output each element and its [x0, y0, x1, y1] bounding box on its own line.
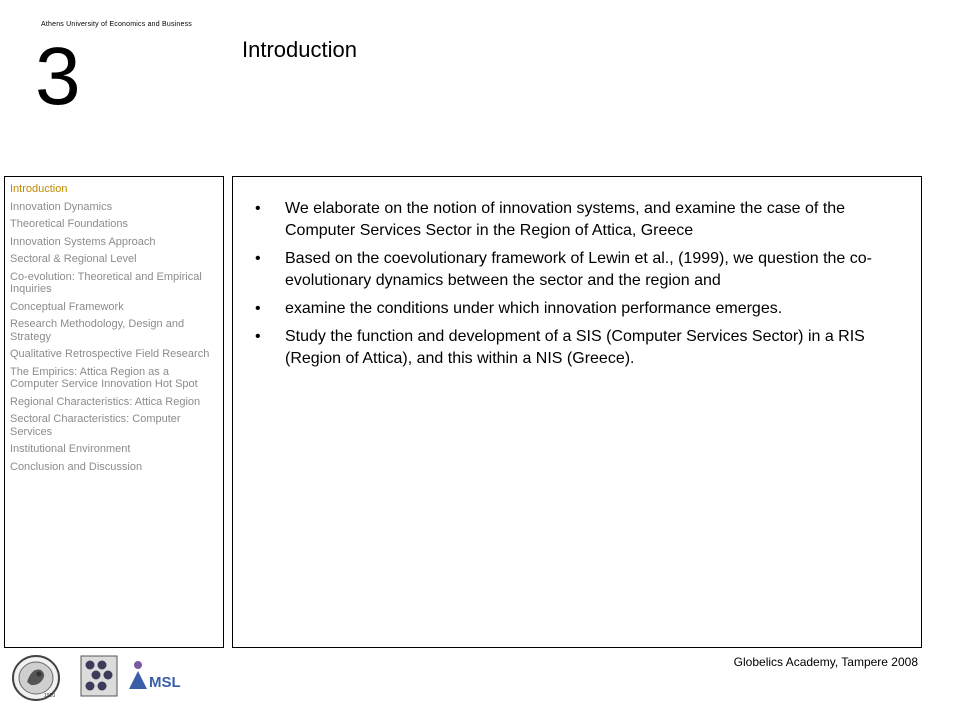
- msl-logo: [126, 655, 190, 697]
- toc-item-conceptual-framework[interactable]: Conceptual Framework: [10, 300, 124, 313]
- university-seal-logo: [10, 655, 62, 701]
- seal-year-text: 1920: [44, 693, 56, 699]
- bullet-text: examine the conditions under which innovation performance emerges.: [285, 300, 783, 317]
- bullet-marker: •: [255, 250, 261, 267]
- sidebar-toc: [4, 176, 224, 648]
- toc-item-research-methodology[interactable]: Research Methodology, Design and Strategy: [10, 318, 185, 343]
- toc-item-qualitative-research[interactable]: Qualitative Retrospective Field Research: [10, 348, 210, 360]
- bullet-text: We elaborate on the notion of innovation systems, and examine the case of the Computer Services Sector in the Region of Attica, Greece: [285, 200, 846, 239]
- toc-item-theoretical-foundations[interactable]: Theoretical Foundations: [10, 218, 129, 230]
- slide-title: Introduction: [242, 37, 357, 62]
- bullet-item: [255, 326, 891, 370]
- slide-number: 3: [35, 31, 81, 122]
- bullet-marker: •: [255, 300, 261, 317]
- bullet-item: [255, 298, 891, 320]
- grid-dots-logo: [80, 655, 118, 697]
- bullet-marker: •: [255, 200, 261, 217]
- toc-item-co-evolution[interactable]: Co-evolution: Theoretical and Empirical Inquiries: [10, 270, 202, 295]
- toc-item-innovation-systems-approach[interactable]: Innovation Systems Approach: [10, 235, 156, 248]
- toc-item-innovation-dynamics[interactable]: Innovation Dynamics: [10, 200, 113, 213]
- toc-item-empirics[interactable]: The Empirics: Attica Region as a Computer Service Innovation Hot Spot: [10, 365, 198, 390]
- toc-item-institutional-environment[interactable]: Institutional Environment: [10, 443, 131, 455]
- bullet-item: [255, 198, 891, 242]
- bullet-marker: •: [255, 328, 261, 345]
- content-panel: [232, 176, 922, 648]
- bullet-item: [255, 248, 891, 292]
- toc-item-regional-characteristics[interactable]: Regional Characteristics: Attica Region: [10, 395, 201, 408]
- toc-list: [5, 177, 223, 473]
- footer-text: Globelics Academy, Tampere 2008: [733, 655, 918, 669]
- toc-item-sectoral-regional-level[interactable]: Sectoral & Regional Level: [10, 253, 137, 265]
- msl-logo-text: MSL: [149, 674, 181, 691]
- bullet-text: Study the function and development of a SIS (Computer Services Sector) in a RIS (Region of Attica), and this within a NIS (Greece).: [285, 328, 865, 367]
- toc-item-introduction[interactable]: Introduction: [10, 183, 68, 195]
- toc-item-sectoral-characteristics[interactable]: Sectoral Characteristics: Computer Services: [10, 413, 181, 438]
- bullet-list: [233, 177, 921, 370]
- bullet-text: Based on the coevolutionary framework of Lewin et al., (1999), we question the co-evolutionary dynamics between the sector and the region and: [285, 250, 872, 289]
- toc-item-conclusion[interactable]: Conclusion and Discussion: [10, 460, 143, 473]
- university-name: Athens University of Economics and Business: [41, 21, 192, 28]
